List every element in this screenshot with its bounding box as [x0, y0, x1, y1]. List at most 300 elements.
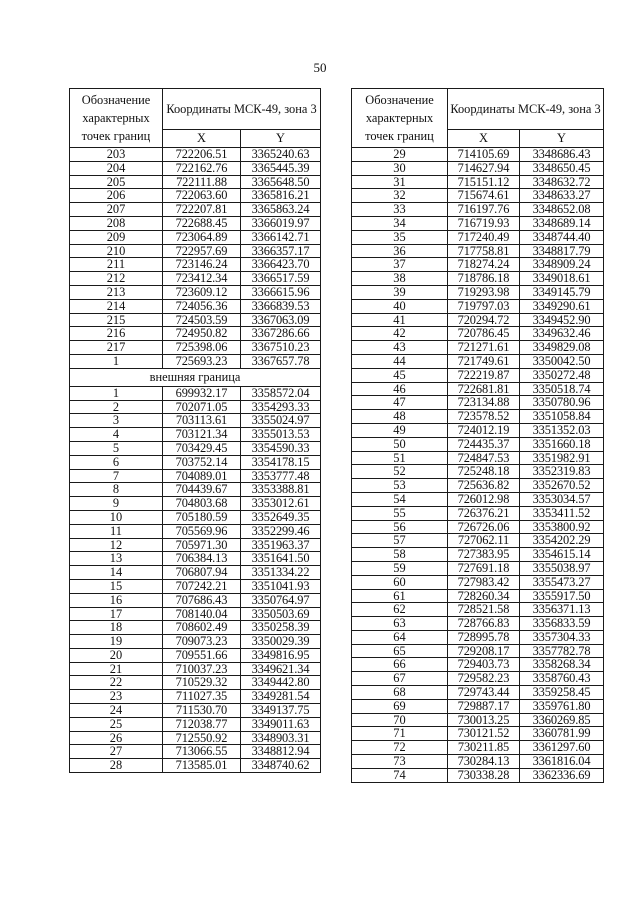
point-number: 19 — [70, 635, 163, 649]
coord-y: 3348652.08 — [520, 203, 604, 217]
table-row — [352, 658, 604, 672]
table-row — [352, 299, 604, 313]
coord-x: 712038.77 — [163, 717, 241, 731]
table-row — [70, 285, 321, 299]
header-point-label: Обозначение характерных точек границ — [352, 89, 448, 148]
table-row — [70, 386, 321, 400]
point-number: 6 — [70, 455, 163, 469]
point-number: 44 — [352, 354, 448, 368]
table-row — [70, 327, 321, 341]
coord-y: 3349621.34 — [241, 662, 321, 676]
coord-x: 703121.34 — [163, 428, 241, 442]
coord-x: 699932.17 — [163, 386, 241, 400]
table-row — [70, 175, 321, 189]
coord-x: 720294.72 — [448, 313, 520, 327]
table-row — [70, 579, 321, 593]
point-number: 15 — [70, 579, 163, 593]
coord-y: 3357782.78 — [520, 644, 604, 658]
coord-x: 721271.61 — [448, 341, 520, 355]
coord-x: 730338.28 — [448, 768, 520, 782]
coord-y: 3355917.50 — [520, 589, 604, 603]
coord-y: 3354615.14 — [520, 548, 604, 562]
coord-y: 3353777.48 — [241, 469, 321, 483]
table-row — [352, 520, 604, 534]
table-row — [352, 617, 604, 631]
point-number: 55 — [352, 506, 448, 520]
coord-x: 728995.78 — [448, 630, 520, 644]
table-row — [352, 189, 604, 203]
point-number: 203 — [70, 148, 163, 162]
table-row — [70, 524, 321, 538]
coord-y: 3354590.33 — [241, 441, 321, 455]
table-row — [352, 672, 604, 686]
coord-x: 722957.69 — [163, 244, 241, 258]
table-row — [70, 717, 321, 731]
table-row — [352, 534, 604, 548]
coord-y: 3366142.71 — [241, 230, 321, 244]
table-row — [352, 313, 604, 327]
table-row — [70, 469, 321, 483]
coord-x: 722063.60 — [163, 189, 241, 203]
coord-x: 729403.73 — [448, 658, 520, 672]
coord-y: 3352299.46 — [241, 524, 321, 538]
coord-y: 3350518.74 — [520, 382, 604, 396]
coord-y: 3352319.83 — [520, 465, 604, 479]
coord-y: 3348632.72 — [520, 175, 604, 189]
coord-x: 726012.98 — [448, 492, 520, 506]
table-row — [70, 148, 321, 162]
table-row — [352, 285, 604, 299]
coord-x: 703429.45 — [163, 441, 241, 455]
point-number: 30 — [352, 161, 448, 175]
section-label: внешняя граница — [70, 368, 321, 386]
coord-y: 3365816.21 — [241, 189, 321, 203]
point-number: 72 — [352, 741, 448, 755]
coord-y: 3350780.96 — [520, 396, 604, 410]
coord-y: 3353388.81 — [241, 483, 321, 497]
point-number: 8 — [70, 483, 163, 497]
point-number: 48 — [352, 410, 448, 424]
point-number: 35 — [352, 230, 448, 244]
point-number: 61 — [352, 589, 448, 603]
coord-x: 724847.53 — [448, 451, 520, 465]
coord-y: 3365863.24 — [241, 203, 321, 217]
coord-x: 707242.21 — [163, 579, 241, 593]
point-number: 1 — [70, 386, 163, 400]
point-number: 207 — [70, 203, 163, 217]
coord-x: 722681.81 — [448, 382, 520, 396]
point-number: 24 — [70, 704, 163, 718]
table-row — [70, 566, 321, 580]
table-row — [352, 603, 604, 617]
coord-x: 730013.25 — [448, 713, 520, 727]
point-number: 212 — [70, 272, 163, 286]
table-row — [352, 561, 604, 575]
point-number: 14 — [70, 566, 163, 580]
coord-x: 706807.94 — [163, 566, 241, 580]
point-number: 31 — [352, 175, 448, 189]
point-number: 68 — [352, 686, 448, 700]
coord-x: 730121.52 — [448, 727, 520, 741]
coord-x: 728260.34 — [448, 589, 520, 603]
coord-y: 3358572.04 — [241, 386, 321, 400]
point-number: 50 — [352, 437, 448, 451]
table-row — [352, 244, 604, 258]
table-row — [352, 492, 604, 506]
coord-y: 3354202.29 — [520, 534, 604, 548]
coord-x: 725636.82 — [448, 479, 520, 493]
table-row — [352, 768, 604, 782]
table-row — [352, 161, 604, 175]
table-row — [352, 506, 604, 520]
coord-y: 3353012.61 — [241, 497, 321, 511]
table-row — [352, 148, 604, 162]
header-y: Y — [520, 130, 604, 148]
coord-y: 3350272.48 — [520, 368, 604, 382]
coord-x: 729582.23 — [448, 672, 520, 686]
table-row — [70, 745, 321, 759]
coord-x: 711027.35 — [163, 690, 241, 704]
table-row — [70, 607, 321, 621]
coord-y: 3366423.70 — [241, 258, 321, 272]
coord-x: 714105.69 — [448, 148, 520, 162]
coord-y: 3358268.34 — [520, 658, 604, 672]
coord-y: 3350764.97 — [241, 593, 321, 607]
table-row — [352, 396, 604, 410]
point-number: 70 — [352, 713, 448, 727]
coord-y: 3349632.46 — [520, 327, 604, 341]
coord-x: 716719.93 — [448, 216, 520, 230]
coord-y: 3351058.84 — [520, 410, 604, 424]
coord-x: 720786.45 — [448, 327, 520, 341]
coord-x: 725398.06 — [163, 341, 241, 355]
coord-x: 717240.49 — [448, 230, 520, 244]
point-number: 59 — [352, 561, 448, 575]
point-number: 71 — [352, 727, 448, 741]
table-row — [352, 479, 604, 493]
point-number: 11 — [70, 524, 163, 538]
coord-y: 3366517.59 — [241, 272, 321, 286]
point-number: 205 — [70, 175, 163, 189]
coord-y: 3358760.43 — [520, 672, 604, 686]
coord-y: 3348650.45 — [520, 161, 604, 175]
table-row — [352, 258, 604, 272]
coord-x: 724012.19 — [448, 423, 520, 437]
table-row — [352, 354, 604, 368]
table-row — [70, 428, 321, 442]
coord-x: 711530.70 — [163, 704, 241, 718]
table-row — [352, 327, 604, 341]
point-number: 66 — [352, 658, 448, 672]
coord-y: 3365240.63 — [241, 148, 321, 162]
coord-y: 3360781.99 — [520, 727, 604, 741]
point-number: 43 — [352, 341, 448, 355]
point-number: 12 — [70, 538, 163, 552]
header-y: Y — [241, 130, 321, 148]
coord-y: 3366615.96 — [241, 285, 321, 299]
coord-x: 726726.06 — [448, 520, 520, 534]
coord-y: 3366839.53 — [241, 299, 321, 313]
point-number: 49 — [352, 423, 448, 437]
point-number: 65 — [352, 644, 448, 658]
coord-x: 708140.04 — [163, 607, 241, 621]
coord-x: 722162.76 — [163, 161, 241, 175]
table-row — [352, 216, 604, 230]
coord-y: 3367510.23 — [241, 341, 321, 355]
coord-y: 3352670.52 — [520, 479, 604, 493]
table-row — [70, 731, 321, 745]
coord-y: 3349829.08 — [520, 341, 604, 355]
point-number: 209 — [70, 230, 163, 244]
point-number: 60 — [352, 575, 448, 589]
coord-x: 709551.66 — [163, 648, 241, 662]
coord-x: 708602.49 — [163, 621, 241, 635]
coord-y: 3350258.39 — [241, 621, 321, 635]
table-row — [352, 727, 604, 741]
table-row — [352, 437, 604, 451]
coord-x: 714627.94 — [448, 161, 520, 175]
table-row — [352, 368, 604, 382]
coord-y: 3356833.59 — [520, 617, 604, 631]
table-row — [70, 414, 321, 428]
table-row — [70, 635, 321, 649]
coord-y: 3351641.50 — [241, 552, 321, 566]
point-number: 5 — [70, 441, 163, 455]
coord-x: 726376.21 — [448, 506, 520, 520]
coord-x: 710529.32 — [163, 676, 241, 690]
point-number: 214 — [70, 299, 163, 313]
point-number: 27 — [70, 745, 163, 759]
coord-x: 704439.67 — [163, 483, 241, 497]
point-number: 20 — [70, 648, 163, 662]
point-number: 16 — [70, 593, 163, 607]
coord-x: 713585.01 — [163, 759, 241, 773]
point-number: 54 — [352, 492, 448, 506]
coord-x: 704803.68 — [163, 497, 241, 511]
point-number: 58 — [352, 548, 448, 562]
table-row — [70, 341, 321, 355]
coord-x: 706384.13 — [163, 552, 241, 566]
point-number: 215 — [70, 313, 163, 327]
coord-x: 722688.45 — [163, 216, 241, 230]
point-number: 213 — [70, 285, 163, 299]
table-row — [352, 644, 604, 658]
point-number: 3 — [70, 414, 163, 428]
point-number: 40 — [352, 299, 448, 313]
header-point-label: Обозначение характерных точек границ — [70, 89, 163, 148]
point-number: 45 — [352, 368, 448, 382]
coord-x: 725693.23 — [163, 354, 241, 368]
coord-y: 3349018.61 — [520, 272, 604, 286]
point-number: 210 — [70, 244, 163, 258]
table-row — [352, 630, 604, 644]
table-row — [70, 441, 321, 455]
table-row — [352, 575, 604, 589]
point-number: 51 — [352, 451, 448, 465]
table-row — [352, 699, 604, 713]
point-number: 10 — [70, 510, 163, 524]
coord-y: 3353800.92 — [520, 520, 604, 534]
coord-y: 3354293.33 — [241, 400, 321, 414]
coord-x: 702071.05 — [163, 400, 241, 414]
table-row — [70, 244, 321, 258]
coord-y: 3348812.94 — [241, 745, 321, 759]
coord-x: 723146.24 — [163, 258, 241, 272]
coord-y: 3351963.37 — [241, 538, 321, 552]
coord-y: 3348633.27 — [520, 189, 604, 203]
coord-y: 3348686.43 — [520, 148, 604, 162]
coord-y: 3352649.35 — [241, 510, 321, 524]
table-row — [352, 175, 604, 189]
table-row — [70, 354, 321, 368]
coord-y: 3350503.69 — [241, 607, 321, 621]
table-row — [70, 299, 321, 313]
point-number: 28 — [70, 759, 163, 773]
coord-x: 724950.82 — [163, 327, 241, 341]
coord-y: 3367286.66 — [241, 327, 321, 341]
table-row — [352, 423, 604, 437]
table-row — [352, 741, 604, 755]
table-row — [352, 410, 604, 424]
coord-y: 3349145.79 — [520, 285, 604, 299]
coord-x: 728766.83 — [448, 617, 520, 631]
page-number: 50 — [313, 60, 327, 75]
coord-y: 3356371.13 — [520, 603, 604, 617]
table-row — [70, 759, 321, 773]
coord-x: 705180.59 — [163, 510, 241, 524]
point-number: 18 — [70, 621, 163, 635]
coord-y: 3365445.39 — [241, 161, 321, 175]
coord-x: 713066.55 — [163, 745, 241, 759]
coord-x: 705569.96 — [163, 524, 241, 538]
point-number: 204 — [70, 161, 163, 175]
table-row — [70, 455, 321, 469]
table-row — [70, 676, 321, 690]
table-row — [70, 552, 321, 566]
coord-y: 3361816.04 — [520, 755, 604, 769]
coord-y: 3366019.97 — [241, 216, 321, 230]
coord-y: 3348689.14 — [520, 216, 604, 230]
point-number: 67 — [352, 672, 448, 686]
table-row — [70, 648, 321, 662]
coord-x: 724435.37 — [448, 437, 520, 451]
point-number: 69 — [352, 699, 448, 713]
coord-y: 3355013.53 — [241, 428, 321, 442]
coord-y: 3348744.40 — [520, 230, 604, 244]
table-row — [70, 538, 321, 552]
coord-x: 727983.42 — [448, 575, 520, 589]
point-number: 41 — [352, 313, 448, 327]
coord-x: 725248.18 — [448, 465, 520, 479]
coord-x: 709073.23 — [163, 635, 241, 649]
table-row — [352, 465, 604, 479]
point-number: 29 — [352, 148, 448, 162]
point-number: 52 — [352, 465, 448, 479]
header-x: X — [163, 130, 241, 148]
coord-y: 3351041.93 — [241, 579, 321, 593]
section-row — [70, 368, 321, 386]
coord-y: 3353034.57 — [520, 492, 604, 506]
point-number: 216 — [70, 327, 163, 341]
point-number: 13 — [70, 552, 163, 566]
header-x: X — [448, 130, 520, 148]
coord-y: 3353411.52 — [520, 506, 604, 520]
table-row — [70, 230, 321, 244]
point-number: 38 — [352, 272, 448, 286]
coord-y: 3354178.15 — [241, 455, 321, 469]
point-number: 23 — [70, 690, 163, 704]
point-number: 17 — [70, 607, 163, 621]
point-number: 2 — [70, 400, 163, 414]
table-row — [352, 589, 604, 603]
point-number: 32 — [352, 189, 448, 203]
coord-x: 730211.85 — [448, 741, 520, 755]
coord-y: 3350042.50 — [520, 354, 604, 368]
coord-y: 3348909.24 — [520, 258, 604, 272]
point-number: 47 — [352, 396, 448, 410]
coord-x: 715674.61 — [448, 189, 520, 203]
coord-x: 723609.12 — [163, 285, 241, 299]
point-number: 74 — [352, 768, 448, 782]
coord-x: 704089.01 — [163, 469, 241, 483]
coord-x: 705971.30 — [163, 538, 241, 552]
point-number: 46 — [352, 382, 448, 396]
table-row — [70, 272, 321, 286]
coord-x: 718274.24 — [448, 258, 520, 272]
point-number: 208 — [70, 216, 163, 230]
coordinates-table-left — [69, 88, 321, 773]
coord-x: 703752.14 — [163, 455, 241, 469]
point-number: 33 — [352, 203, 448, 217]
table-row — [352, 230, 604, 244]
coord-x: 727691.18 — [448, 561, 520, 575]
coord-y: 3355038.97 — [520, 561, 604, 575]
coord-x: 723412.34 — [163, 272, 241, 286]
point-number: 53 — [352, 479, 448, 493]
coord-x: 719797.03 — [448, 299, 520, 313]
coord-y: 3351352.03 — [520, 423, 604, 437]
point-number: 211 — [70, 258, 163, 272]
table-row — [70, 161, 321, 175]
table-row — [70, 621, 321, 635]
coord-x: 729743.44 — [448, 686, 520, 700]
point-number: 206 — [70, 189, 163, 203]
table-row — [70, 662, 321, 676]
coord-y: 3357304.33 — [520, 630, 604, 644]
table-row — [70, 593, 321, 607]
coord-y: 3355473.27 — [520, 575, 604, 589]
point-number: 34 — [352, 216, 448, 230]
point-number: 4 — [70, 428, 163, 442]
coord-y: 3349281.54 — [241, 690, 321, 704]
coord-x: 723134.88 — [448, 396, 520, 410]
coord-x: 716197.76 — [448, 203, 520, 217]
coord-x: 729887.17 — [448, 699, 520, 713]
coord-y: 3361297.60 — [520, 741, 604, 755]
coord-x: 723064.89 — [163, 230, 241, 244]
coord-y: 3360269.85 — [520, 713, 604, 727]
coord-y: 3351982.91 — [520, 451, 604, 465]
coord-x: 728521.58 — [448, 603, 520, 617]
table-row — [70, 690, 321, 704]
table-row — [352, 713, 604, 727]
coord-x: 719293.98 — [448, 285, 520, 299]
point-number: 21 — [70, 662, 163, 676]
point-number: 26 — [70, 731, 163, 745]
point-number: 57 — [352, 534, 448, 548]
coord-x: 721749.61 — [448, 354, 520, 368]
coord-y: 3349290.61 — [520, 299, 604, 313]
